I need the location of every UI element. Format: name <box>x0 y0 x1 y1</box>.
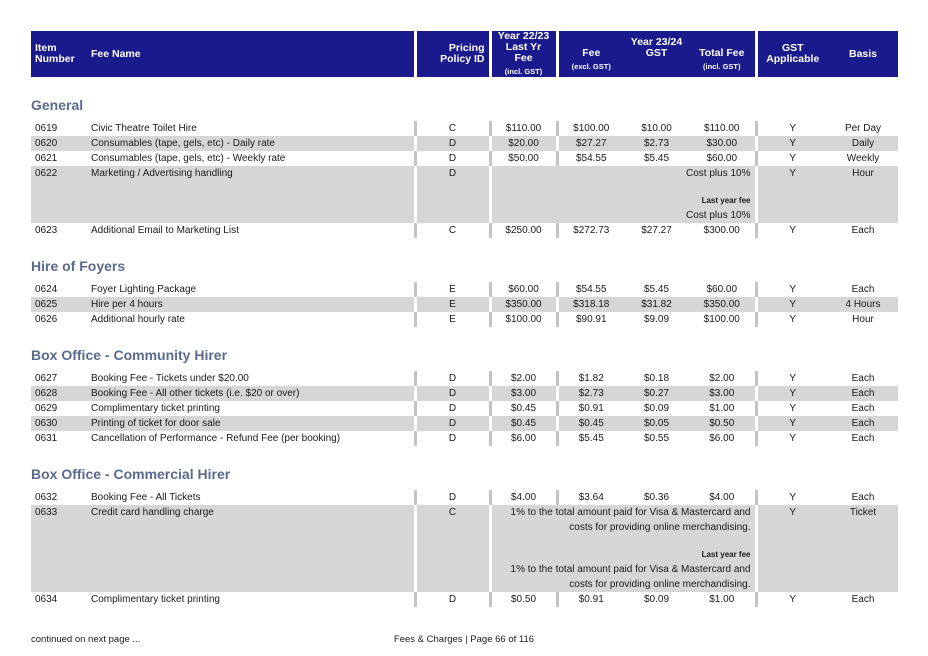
header-gst-applicable: GST Applicable <box>756 31 828 77</box>
cell-last-yr-fee: $350.00 <box>490 297 557 312</box>
cell-last-yr-fee: $6.00 <box>490 431 557 446</box>
cell-gst: $0.05 <box>624 416 689 431</box>
cell-fee-name: Complimentary ticket printing <box>91 403 220 414</box>
cell-total-fee: $3.00 <box>689 386 756 401</box>
cell-total-fee: $100.00 <box>703 314 740 325</box>
cell-pricing-policy: D <box>415 592 490 607</box>
cell-total-fee: $1.00 <box>709 594 735 605</box>
cell-fee-name: Booking Fee - All Tickets <box>91 492 201 503</box>
cell-total-fee: $350.00 <box>689 297 756 312</box>
header-incl-gst: (incl. GST) <box>504 67 543 76</box>
cell-gst-applicable: Y <box>756 490 828 505</box>
section-title: Box Office - Community Hirer <box>31 327 898 371</box>
header-gst-label: GST <box>645 46 668 59</box>
last-year-fee-label: Last year fee <box>701 550 751 559</box>
cell-basis: Each <box>851 284 875 295</box>
table-row <box>31 431 898 446</box>
cell-gst: $9.09 <box>643 314 670 325</box>
section-header <box>31 238 898 282</box>
cell-fee-excl-gst: $27.27 <box>557 136 624 151</box>
cell-basis: 4 Hours <box>828 297 898 312</box>
table-row <box>31 282 898 297</box>
last-year-fee-label: Last year fee <box>701 196 751 205</box>
cell-gst: $31.82 <box>624 297 689 312</box>
cell-item-number: 0627 <box>35 373 58 384</box>
cell-last-yr-fee: $250.00 <box>490 223 557 238</box>
cell-last-yr-fee: $0.50 <box>490 592 557 607</box>
cell-basis: Each <box>851 433 875 444</box>
cell-fee-name: Additional Email to Marketing List <box>91 225 239 236</box>
header-excl-gst: (excl. GST) <box>571 61 611 71</box>
cell-gst: $27.27 <box>641 225 672 236</box>
cell-fee-excl-gst: $3.64 <box>557 490 624 505</box>
header-item-number: Item Number <box>31 31 87 77</box>
section-title: Hire of Foyers <box>31 238 898 282</box>
header-basis: Basis <box>828 31 898 77</box>
cell-total-fee: $2.00 <box>709 373 735 384</box>
cell-gst: $0.55 <box>643 433 670 444</box>
cell-fee-name: Printing of ticket for door sale <box>87 416 415 431</box>
cell-gst-applicable: Y <box>756 297 828 312</box>
cell-fee-name: Civic Theatre Toilet Hire <box>91 123 197 134</box>
cell-gst-applicable: Y <box>756 136 828 151</box>
cell-total-fee: $60.00 <box>706 284 738 295</box>
cell-basis: Hour <box>852 314 874 325</box>
cell-pricing-policy: D <box>415 136 490 151</box>
cell-fee-name: Hire per 4 hours <box>87 297 415 312</box>
cell-fee-excl-gst: $318.18 <box>557 297 624 312</box>
cell-gst-applicable: Y <box>756 401 828 416</box>
cell-pricing-policy: D <box>415 431 490 446</box>
cell-pricing-policy: E <box>415 282 490 297</box>
cell-item-number: 0622 <box>31 166 87 223</box>
cell-gst-applicable: Y <box>756 166 828 223</box>
fees-page <box>31 31 898 607</box>
merged-fee-text: Cost plus 10% <box>686 168 751 179</box>
cell-item-number: 0621 <box>35 153 58 164</box>
header-fee-name: Fee Name <box>87 31 415 77</box>
cell-fee-name: Credit card handling charge <box>87 505 415 592</box>
cell-pricing-policy: E <box>415 312 490 327</box>
cell-basis: Each <box>851 225 875 236</box>
table-row <box>31 151 898 166</box>
cell-fee-excl-gst: $0.91 <box>557 592 624 607</box>
cell-gst-applicable: Y <box>756 151 828 166</box>
cell-basis: Per Day <box>844 123 882 134</box>
cell-item-number: 0619 <box>35 123 58 134</box>
table-row <box>31 223 898 238</box>
cell-fee-name: Additional hourly rate <box>91 314 185 325</box>
cell-gst: $10.00 <box>641 123 672 134</box>
header-year-curr: Year 23/24 <box>630 35 683 48</box>
cell-total-fee: $0.50 <box>689 416 756 431</box>
cell-basis: Daily <box>828 136 898 151</box>
table-row <box>31 505 898 592</box>
cell-item-number: 0630 <box>31 416 87 431</box>
cell-pricing-policy: C <box>415 505 490 592</box>
cell-basis: Each <box>851 373 875 384</box>
cell-pricing-policy: C <box>415 223 490 238</box>
cell-gst-applicable: Y <box>756 416 828 431</box>
section-header <box>31 77 898 121</box>
cell-total-fee: $4.00 <box>709 492 735 503</box>
cell-fee-excl-gst: $0.45 <box>557 416 624 431</box>
cell-fee-name: Marketing / Advertising handling <box>87 166 415 223</box>
cell-item-number: 0632 <box>35 492 58 503</box>
cell-total-fee: $6.00 <box>709 433 735 444</box>
table-row <box>31 297 898 312</box>
cell-item-number: 0629 <box>35 403 58 414</box>
cell-gst: $0.18 <box>643 373 670 384</box>
table-row <box>31 121 898 136</box>
table-row <box>31 592 898 607</box>
cell-fee-excl-gst: $0.91 <box>557 401 624 416</box>
cell-last-yr-fee: $20.00 <box>490 136 557 151</box>
cell-item-number: 0634 <box>35 594 58 605</box>
cell-gst-applicable: Y <box>756 431 828 446</box>
header-year-prev: Year 22/23 <box>497 30 550 42</box>
table-row <box>31 371 898 386</box>
cell-last-yr-fee: $0.45 <box>490 416 557 431</box>
cell-gst-applicable: Y <box>756 371 828 386</box>
header-total-fee <box>689 31 756 77</box>
cell-fee-excl-gst: $100.00 <box>557 121 624 136</box>
table-row <box>31 166 898 223</box>
header-pricing-policy: Pricing Policy ID <box>415 31 490 77</box>
cell-total-fee: $60.00 <box>706 153 738 164</box>
cell-gst-applicable: Y <box>756 121 828 136</box>
cell-fee-excl-gst: $5.45 <box>557 431 624 446</box>
page-info: Fees & Charges | Page 66 of 116 <box>393 634 535 645</box>
section-header <box>31 327 898 371</box>
fees-table <box>31 31 898 607</box>
cell-fee-excl-gst: $1.82 <box>557 371 624 386</box>
cell-pricing-policy: C <box>415 121 490 136</box>
last-year-fee-text: Cost plus 10% <box>686 210 751 221</box>
table-row <box>31 312 898 327</box>
cell-item-number: 0628 <box>31 386 87 401</box>
cell-pricing-policy: D <box>415 386 490 401</box>
cell-fee-excl-gst: $54.55 <box>557 282 624 297</box>
continued-note: continued on next page ... <box>31 634 141 645</box>
header-gst <box>624 31 689 77</box>
cell-item-number: 0631 <box>35 433 58 444</box>
cell-pricing-policy: D <box>415 416 490 431</box>
table-row <box>31 490 898 505</box>
header-fee <box>557 31 624 77</box>
section-title: Box Office - Commercial Hirer <box>31 446 898 490</box>
cell-gst: $0.36 <box>643 492 670 503</box>
cell-total-fee: $30.00 <box>689 136 756 151</box>
cell-last-yr-fee: $50.00 <box>490 151 557 166</box>
cell-basis: Weekly <box>846 153 880 164</box>
cell-basis: Each <box>828 416 898 431</box>
cell-last-yr-fee: $60.00 <box>490 282 557 297</box>
last-year-fee-text: 1% to the total amount paid for Visa & Mastercard and costs for providing online merchandising. <box>510 564 751 590</box>
section-title: General <box>31 77 898 121</box>
cell-basis: Each <box>828 386 898 401</box>
cell-gst-applicable: Y <box>756 223 828 238</box>
cell-fee-name: Foyer Lighting Package <box>91 284 197 295</box>
cell-last-yr-fee: $0.45 <box>490 401 557 416</box>
cell-pricing-policy: D <box>415 166 490 223</box>
cell-gst-applicable: Y <box>756 282 828 297</box>
table-row <box>31 401 898 416</box>
cell-item-number: 0626 <box>35 314 58 325</box>
cell-merged-fee <box>490 166 756 223</box>
cell-fee-name: Cancellation of Performance - Refund Fee (per booking) <box>91 433 341 444</box>
cell-total-fee: $110.00 <box>704 123 740 134</box>
cell-basis: Hour <box>828 166 898 223</box>
cell-item-number: 0624 <box>35 284 58 295</box>
cell-basis: Each <box>851 492 875 503</box>
cell-fee-excl-gst: $2.73 <box>557 386 624 401</box>
cell-fee-excl-gst: $90.91 <box>557 312 624 327</box>
cell-fee-name: Complimentary ticket printing <box>91 594 220 605</box>
cell-last-yr-fee: $110.00 <box>490 121 557 136</box>
header-last-yr-fee-label: Last Yr Fee <box>505 41 542 64</box>
cell-basis: Ticket <box>828 505 898 592</box>
cell-item-number: 0623 <box>35 225 58 236</box>
cell-fee-name: Booking Fee - Tickets under $20.00 <box>91 373 249 384</box>
cell-gst: $5.45 <box>643 284 670 295</box>
cell-last-yr-fee: $2.00 <box>490 371 557 386</box>
merged-fee-text: 1% to the total amount paid for Visa & Mastercard and costs for providing online merchandising. <box>510 507 751 533</box>
cell-fee-excl-gst: $54.55 <box>557 151 624 166</box>
cell-last-yr-fee: $100.00 <box>490 312 557 327</box>
cell-pricing-policy: D <box>415 401 490 416</box>
header-last-yr-fee <box>490 31 557 77</box>
cell-fee-name: Consumables (tape, gels, etc) - Weekly rate <box>91 153 286 164</box>
cell-merged-fee <box>490 505 756 592</box>
cell-fee-excl-gst: $272.73 <box>557 223 624 238</box>
cell-item-number: 0620 <box>31 136 87 151</box>
cell-total-fee: $300.00 <box>703 225 740 236</box>
cell-gst-applicable: Y <box>756 505 828 592</box>
cell-gst-applicable: Y <box>756 386 828 401</box>
table-row <box>31 136 898 151</box>
cell-pricing-policy: D <box>415 371 490 386</box>
cell-last-yr-fee: $3.00 <box>490 386 557 401</box>
cell-basis: Each <box>851 403 875 414</box>
cell-gst: $0.27 <box>624 386 689 401</box>
cell-pricing-policy: D <box>415 151 490 166</box>
header-fee-label: Fee <box>582 46 601 59</box>
header-incl-gst-2: (incl. GST) <box>703 61 741 71</box>
table-body <box>31 77 898 607</box>
section-header <box>31 446 898 490</box>
cell-item-number: 0625 <box>31 297 87 312</box>
cell-total-fee: $1.00 <box>709 403 735 414</box>
table-header <box>31 31 898 77</box>
cell-gst: $0.09 <box>643 594 670 605</box>
cell-gst-applicable: Y <box>756 592 828 607</box>
table-row <box>31 416 898 431</box>
cell-item-number: 0633 <box>31 505 87 592</box>
cell-fee-name: Booking Fee - All other tickets (i.e. $20 or over) <box>87 386 415 401</box>
cell-fee-name: Consumables (tape, gels, etc) - Daily rate <box>87 136 415 151</box>
cell-pricing-policy: D <box>415 490 490 505</box>
cell-gst: $2.73 <box>624 136 689 151</box>
header-total-fee-label: Total Fee <box>699 46 745 59</box>
table-row <box>31 386 898 401</box>
cell-gst: $0.09 <box>643 403 670 414</box>
cell-gst: $5.45 <box>643 153 670 164</box>
cell-basis: Each <box>851 594 875 605</box>
cell-pricing-policy: E <box>415 297 490 312</box>
cell-gst-applicable: Y <box>756 312 828 327</box>
cell-last-yr-fee: $4.00 <box>490 490 557 505</box>
